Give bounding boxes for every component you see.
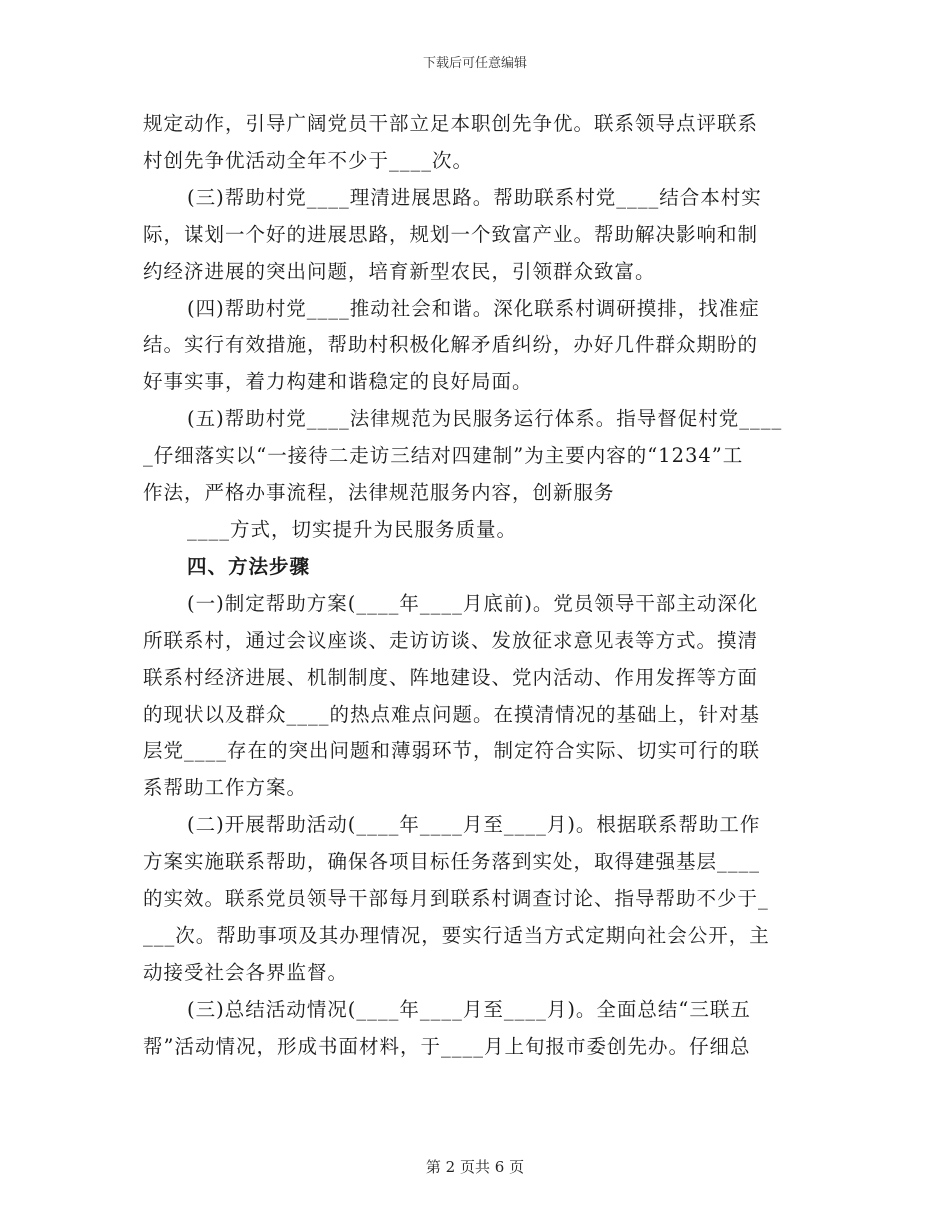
text-line: (四)帮助村党____推动社会和谐。深化联系村调研摸排，找准症: [187, 296, 760, 320]
text-line: (二)开展帮助活动(____年____月至____月)。根据联系帮助工作: [187, 813, 761, 837]
text-line: (三)总结活动情况(____年____月至____月)。全面总结“三联五: [187, 997, 751, 1021]
page-footer: 第 2 页共 6 页: [425, 1158, 525, 1176]
text-line: 际，谋划一个好的进展思路，规划一个致富产业。帮助解决影响和制: [143, 222, 759, 246]
text-line: 村创先争优活动全年不少于____次。: [143, 148, 474, 172]
text-line: 的现状以及群众____的热点难点问题。在摸清情况的基础上，针对基: [143, 702, 761, 726]
text-line: 动接受社会各界监督。: [143, 960, 349, 984]
text-line: 好事实事，着力构建和谐稳定的良好局面。: [143, 370, 533, 394]
text-line: 约经济进展的突出问题，培育新型农民，引领群众致富。: [143, 259, 656, 283]
text-line: 方案实施联系帮助，确保各项目标任务落到实处，取得建强基层____: [143, 850, 761, 874]
text-line: _仔细落实以“一接待二走访三结对四建制”为主要内容的“1234”工: [143, 444, 744, 468]
text-line: ____方式，切实提升为民服务质量。: [187, 517, 518, 541]
text-line: 结。实行有效措施，帮助村积极化解矛盾纠纷，办好几件群众期盼的: [143, 333, 759, 357]
text-line: 的实效。联系党员领导干部每月到联系村调查讨论、指导帮助不少于_: [143, 887, 769, 911]
text-line: 规定动作，引导广阔党员干部立足本职创先争优。联系领导点评联系: [143, 112, 759, 135]
text-line: 联系村经济进展、机制制度、阵地建设、党内活动、作用发挥等方面: [143, 665, 759, 689]
text-line: (三)帮助村党____理清进展思路。帮助联系村党____结合本村实: [187, 185, 762, 209]
text-line: 帮”活动情况，形成书面材料，于____月上旬报市委创先办。仔细总: [143, 1034, 751, 1058]
text-line: (一)制定帮助方案(____年____月底前)。党员领导干部主动深化: [187, 591, 759, 615]
text-line: 层党____存在的突出问题和薄弱环节，制定符合实际、切实可行的联: [143, 739, 761, 763]
text-line: 系帮助工作方案。: [143, 776, 308, 800]
section-heading: 四、方法步骤: [187, 554, 311, 578]
document-body: [143, 106, 807, 1066]
page-header: 下载后可任意编辑: [422, 56, 527, 71]
text-line: ___次。帮助事项及其办理情况，要实行适当方式定期向社会公开，主: [143, 923, 770, 947]
text-line: (五)帮助村党____法律规范为民服务运行体系。指导督促村党____: [187, 407, 783, 431]
text-line: 作法，严格办事流程，法律规范服务内容，创新服务: [143, 481, 615, 505]
text-line: 所联系村，通过会议座谈、走访访谈、发放征求意见表等方式。摸清: [143, 628, 759, 652]
